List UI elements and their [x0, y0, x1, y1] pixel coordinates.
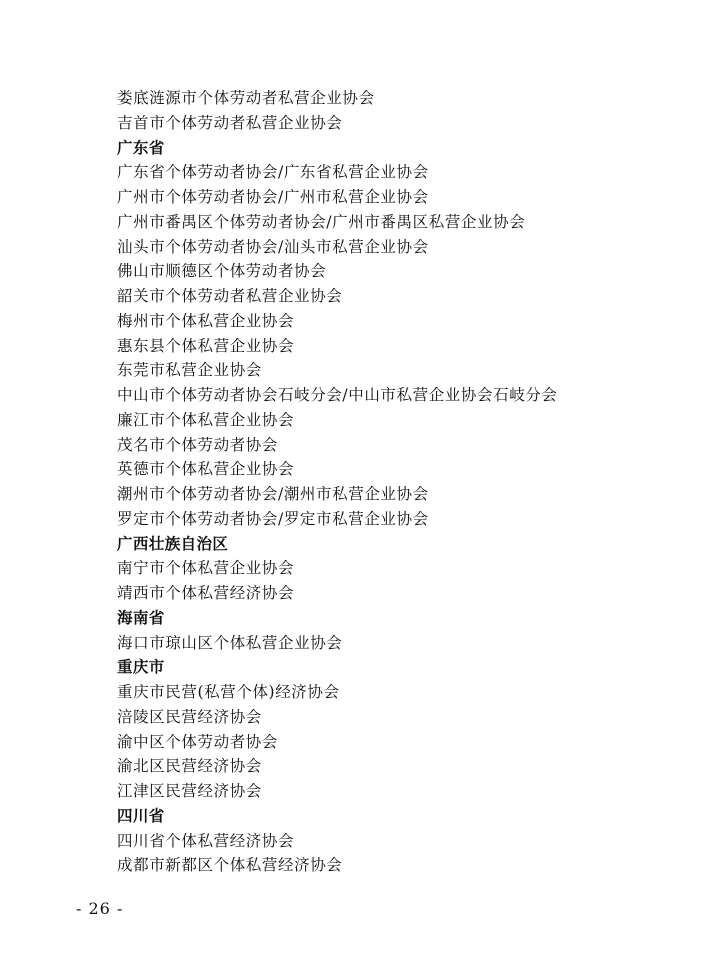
organization-entry: 潮州市个体劳动者协会/潮州市私营企业协会: [117, 485, 429, 503]
organization-entry: 吉首市个体劳动者私营企业协会: [117, 113, 343, 132]
province-heading: 重庆市: [117, 658, 165, 677]
organization-entry: 成都市新都区个体私营经济协会: [117, 856, 343, 875]
organization-list: [117, 86, 697, 878]
organization-entry: 四川省个体私营经济协会: [117, 831, 295, 850]
province-heading: 四川省: [117, 806, 165, 825]
organization-entry: 罗定市个体劳动者协会/罗定市私营企业协会: [117, 509, 429, 528]
organization-entry: 广州市个体劳动者协会/广州市私营企业协会: [117, 188, 429, 206]
organization-entry: 中山市个体劳动者协会石岐分会/中山市私营企业协会石岐分会: [117, 386, 558, 404]
organization-entry: 东莞市私营企业协会: [117, 361, 262, 380]
organization-entry: 涪陵区民营经济协会: [117, 707, 262, 726]
province-heading: 广东省: [117, 138, 165, 157]
organization-entry: 英德市个体私营企业协会: [117, 460, 295, 479]
organization-entry: 渝中区个体劳动者协会: [117, 732, 279, 751]
organization-entry: 渝北区民营经济协会: [117, 757, 262, 776]
organization-entry: 汕头市个体劳动者协会/汕头市私营企业协会: [117, 237, 429, 256]
organization-entry: 重庆市民营(私营个体)经济协会: [117, 683, 340, 701]
organization-entry: 佛山市顺德区个体劳动者协会: [117, 262, 327, 281]
organization-entry: 广州市番禺区个体劳动者协会/广州市番禺区私营企业协会: [117, 212, 526, 231]
organization-entry: 广东省个体劳动者协会/广东省私营企业协会: [117, 163, 429, 182]
organization-entry: 娄底涟源市个体劳动者私营企业协会: [117, 89, 375, 107]
organization-entry: 靖西市个体私营经济协会: [117, 584, 295, 602]
organization-entry: 惠东县个体私营企业协会: [117, 336, 295, 355]
organization-entry: 江津区民营经济协会: [117, 782, 262, 800]
organization-entry: 韶关市个体劳动者私营企业协会: [117, 287, 343, 305]
organization-entry: 茂名市个体劳动者协会: [117, 435, 279, 454]
province-heading: 海南省: [117, 608, 165, 627]
organization-entry: 廉江市个体私营企业协会: [117, 410, 295, 429]
page-number: - 26 -: [76, 899, 124, 918]
organization-entry: 南宁市个体私营企业协会: [117, 559, 295, 578]
organization-entry: 海口市琼山区个体私营企业协会: [117, 633, 343, 652]
province-heading: 广西壮族自治区: [117, 534, 229, 553]
organization-entry: 梅州市个体私营企业协会: [117, 311, 295, 330]
